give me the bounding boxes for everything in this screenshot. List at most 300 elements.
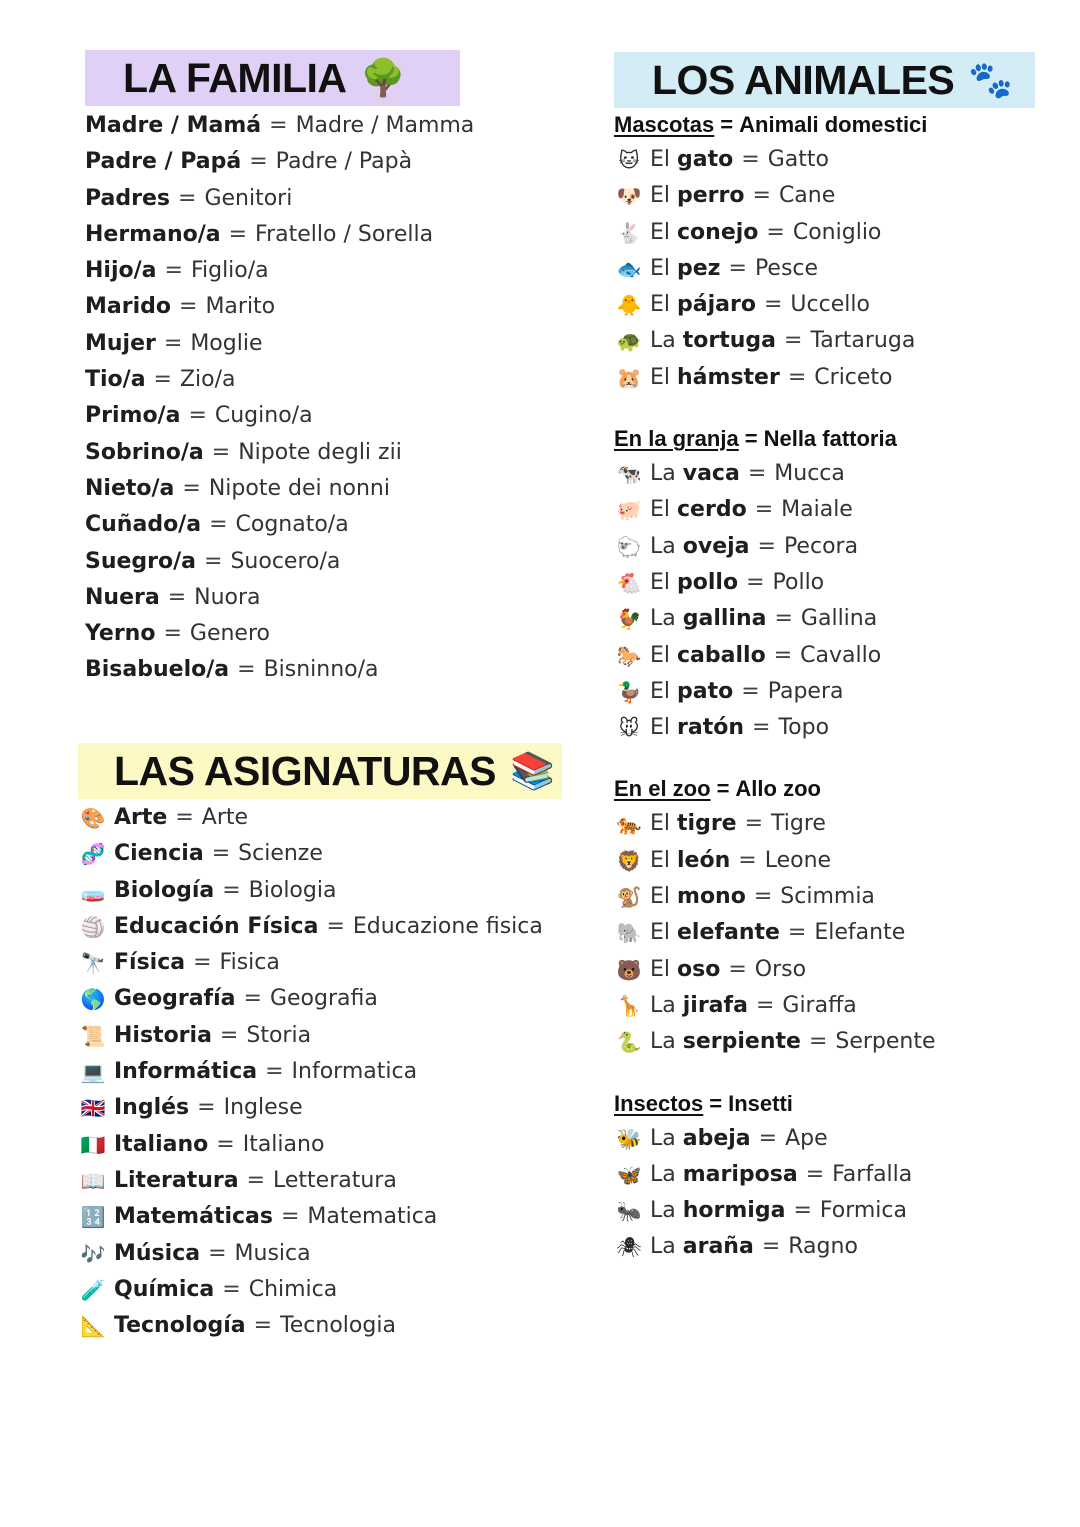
insectos-heading-it: Insetti [728,1090,793,1116]
asignatura-entry [78,945,562,981]
entry-translation: Inglese [223,1095,303,1121]
entry-icon: 🇬🇧 [80,1096,106,1121]
asignatura-entry [78,873,562,909]
animales-title: LOS ANIMALES [652,56,955,103]
entry-equals: = [787,364,807,390]
familia-entry [85,289,474,325]
entry-term: conejo [677,219,759,245]
entry-equals: = [211,439,231,465]
entry-article: El [650,147,671,172]
entry-term: Inglés [114,1095,190,1121]
entry-translation: Cugino/a [214,403,313,429]
entry-term: Física [114,950,186,976]
entry-equals: = [753,884,773,910]
entry-translation: Genitori [204,185,293,211]
entry-article: El [650,364,671,390]
entry-equals: = [265,1059,284,1085]
entry-term: oveja [682,533,750,559]
entry-icon: 🦁 [616,848,642,873]
entry-term: león [677,847,731,873]
entry-equals: = [253,1313,273,1339]
entry-translation: Arte [201,805,249,830]
entry-equals: = [228,221,248,247]
entry-term: pez [677,255,721,281]
entry-article: La [650,461,676,487]
asignatura-entry [78,1272,562,1308]
entry-equals: = [167,584,187,610]
entry-equals: = [246,1167,266,1193]
entry-article: El [650,884,671,910]
mascotas-group [614,108,1035,396]
entry-translation: Storia [246,1022,312,1048]
entry-term: Hijo/a [85,258,157,284]
entry-icon: 🐇 [616,220,642,245]
entry-term: Cuñado/a [85,512,202,538]
entry-equals: = [758,1125,778,1151]
entry-equals: = [249,149,268,175]
mascota-entry [614,323,1035,359]
entry-equals: = [752,715,771,741]
entry-icon: 🦒 [616,993,642,1018]
entry-term: Matemáticas [114,1204,273,1230]
entry-article: El [650,292,671,318]
asignatura-entry [78,981,562,1017]
insectos-heading [614,1087,1035,1121]
entry-term: Biología [114,877,215,903]
entry-icon: 🧪 [80,1277,106,1302]
entry-equals: = [773,642,793,668]
entry-equals: = [222,1276,241,1302]
entry-term: Educación Física [114,913,319,939]
entry-translation: Ape [785,1125,828,1151]
entry-translation: Formica [819,1198,907,1224]
entry-article: El [650,255,671,281]
entry-term: Bisabuelo/a [85,657,230,683]
entry-icon: 🐅 [616,812,642,837]
entry-translation: Scienze [238,841,323,867]
mascota-entry [614,178,1035,214]
entry-term: Historia [114,1022,212,1048]
entry-equals: = [188,403,207,429]
entry-term: araña [682,1234,754,1260]
entry-translation: Zio/a [179,367,236,393]
familia-entry [85,544,474,580]
familia-entry [85,580,474,616]
animales-section [614,52,1035,1266]
entry-translation: Musica [234,1240,311,1266]
entry-article: El [650,678,671,704]
entry-icon: 🐒 [616,885,642,910]
insectos-list [614,1121,1035,1266]
familia-banner [85,50,460,106]
entry-term: hormiga [682,1198,786,1224]
entry-translation: Papera [767,678,844,704]
entry-term: Tecnología [114,1313,246,1339]
entry-icon: 📜 [80,1023,106,1048]
entry-equals: = [197,1095,216,1121]
insecto-entry [614,1193,1035,1229]
entry-translation: Ragno [788,1234,858,1260]
entry-equals: = [163,621,182,647]
entry-icon: 🎶 [80,1241,106,1266]
familia-entry [85,616,474,652]
familia-entry [85,326,474,362]
familia-section [85,50,474,689]
zoo-entry [614,988,1035,1024]
insecto-entry [614,1157,1035,1193]
entry-term: gallina [682,606,767,632]
entry-translation: Uccello [790,292,870,318]
entry-equals: = [738,847,757,873]
mascota-entry [614,215,1035,251]
granja-entry [614,529,1035,565]
entry-term: perro [677,183,745,209]
entry-article: La [650,1234,676,1260]
familia-entry [85,217,474,253]
granja-group [614,422,1035,746]
entry-term: tigre [677,811,737,837]
mascota-entry [614,360,1035,396]
insecto-entry [614,1229,1035,1265]
entry-equals: = [209,512,228,538]
familia-entry [85,253,474,289]
entry-translation: Maiale [781,497,853,523]
entry-icon: 🐶 [616,184,642,209]
entry-translation: Nipote dei nonni [208,475,390,501]
entry-translation: Gatto [767,147,829,172]
entry-term: Química [114,1276,215,1302]
entry-equals: = [153,367,172,393]
entry-translation: Geografia [269,986,378,1012]
familia-entry [85,652,474,688]
entry-icon: 🐜 [616,1199,642,1224]
entry-translation: Chimica [248,1276,338,1302]
entry-equals: = [269,113,288,138]
asignatura-entry [78,1054,562,1090]
entry-equals: = [193,950,212,976]
asignatura-entry [78,1018,562,1054]
entry-equals: = [175,805,194,830]
entry-translation: Serpente [835,1029,936,1055]
entry-equals: = [744,811,764,837]
entry-term: Padre / Papá [85,149,242,175]
entry-translation: Moglie [190,330,263,356]
granja-entry [614,638,1035,674]
entry-translation: Criceto [814,364,893,390]
granja-entry [614,492,1035,528]
entry-translation: Cavallo [800,642,882,668]
entry-article: La [650,1198,676,1224]
asignaturas-title: LAS ASIGNATURAS [114,747,496,794]
zoo-entry [614,915,1035,951]
entry-translation: Fisica [219,950,280,976]
mascota-entry [614,287,1035,323]
entry-equals: = [219,1022,239,1048]
entry-term: cerdo [677,497,747,523]
entry-article: La [650,606,676,632]
entry-term: Mujer [85,330,156,356]
entry-equals: = [728,956,747,982]
granja-entry [614,456,1035,492]
entry-equals: = [326,913,345,939]
entry-equals: = [761,1234,781,1260]
entry-icon: 🐢 [616,329,642,354]
entry-article: La [650,533,676,559]
asignatura-entry [78,1236,562,1272]
entry-term: Geografía [114,986,236,1012]
entry-icon: 🐔 [616,570,642,595]
entry-icon: 🐎 [616,643,642,668]
asignatura-entry [78,1090,562,1126]
zoo-heading [614,772,1035,806]
entry-equals: = [211,841,231,867]
entry-article: La [650,1029,676,1055]
entry-term: gato [677,147,734,172]
entry-equals: = [216,1131,235,1157]
entry-translation: Informatica [291,1059,418,1085]
familia-entry [85,435,474,471]
entry-icon: 🐭 [618,716,640,741]
entry-term: Nuera [85,584,160,610]
entry-translation: Cane [778,183,836,209]
entry-translation: Marito [205,294,276,320]
zoo-group [614,772,1035,1060]
entry-term: jirafa [682,992,748,1018]
entry-equals: = [757,533,776,559]
entry-equals: = [747,461,767,487]
entry-icon: 🧬 [80,842,106,867]
entry-article: El [650,920,671,946]
entry-term: Informática [114,1059,258,1085]
entry-translation: Pesce [754,255,819,281]
entry-term: Italiano [114,1131,209,1157]
entry-icon: 🐄 [616,462,642,487]
entry-icon: 🐝 [616,1126,642,1151]
familia-entry [85,471,474,507]
entry-term: Ciencia [114,841,204,867]
entry-equals: = [763,292,783,318]
entry-translation: Farfalla [832,1161,913,1187]
entry-article: La [650,992,676,1018]
entry-icon: 📐 [80,1314,106,1339]
familia-entry [85,362,474,398]
entry-equals: = [182,475,201,501]
entry-translation: Pollo [772,569,825,595]
entry-translation: Padre / Papà [275,149,413,175]
zoo-entry [614,1024,1035,1060]
entry-translation: Scimmia [780,884,875,910]
familia-entry [85,108,474,144]
granja-entry [614,601,1035,637]
entry-term: mono [677,884,746,910]
entry-term: hámster [677,364,780,390]
entry-term: Madre / Mamá [85,113,262,138]
entry-translation: Pecora [783,533,859,559]
familia-entry [85,144,474,180]
granja-heading-es: En la granja [614,426,739,452]
entry-term: Tio/a [85,367,146,393]
entry-translation: Mucca [774,461,845,487]
entry-icon: 🐘 [616,921,642,946]
entry-term: abeja [682,1125,751,1151]
mascotas-heading-equals: = [720,112,734,137]
zoo-heading-it: Allo zoo [735,776,821,802]
entry-term: elefante [677,920,780,946]
zoo-entry [614,806,1035,842]
entry-article: El [650,847,671,873]
entry-icon: 🦋 [616,1162,642,1187]
entry-translation: Nipote degli zii [238,439,402,465]
entry-term: Padres [85,185,170,211]
granja-heading-equals: = [744,426,758,452]
entry-term: Sobrino/a [85,439,204,465]
mascota-entry [614,142,1035,178]
asignatura-entry [78,836,562,872]
entry-article: El [650,642,671,668]
asignaturas-banner [78,743,562,799]
entry-equals: = [280,1204,300,1230]
entry-article: El [650,183,671,209]
entry-translation: Biologia [248,877,337,903]
entry-article: La [650,328,676,354]
entry-translation: Orso [754,956,807,982]
entry-term: serpiente [682,1029,801,1055]
entry-article: La [650,1125,676,1151]
insectos-heading-equals: = [709,1090,723,1116]
entry-term: mariposa [682,1161,798,1187]
zoo-entry [614,879,1035,915]
entry-icon: 🔢 [80,1205,106,1230]
entry-icon: 🇮🇹 [80,1132,106,1157]
entry-translation: Bisninno/a [263,657,379,683]
entry-translation: Cognato/a [235,512,349,538]
entry-icon: 🦆 [616,679,642,704]
granja-list [614,456,1035,746]
familia-entry [85,507,474,543]
mascotas-heading [614,108,1035,142]
zoo-entry [614,952,1035,988]
entry-equals: = [784,328,803,354]
entry-equals: = [728,255,747,281]
entry-term: caballo [677,642,766,668]
entry-term: Suegro/a [85,548,197,574]
entry-article: El [650,811,671,837]
entry-icon: 📖 [80,1168,106,1193]
entry-equals: = [179,294,198,320]
entry-icon: 🐹 [616,365,642,390]
asignaturas-section [78,743,562,1344]
entry-term: Yerno [85,621,156,647]
entry-term: pollo [677,569,739,595]
entry-translation: Educazione fisica [352,913,543,939]
entry-equals: = [746,569,765,595]
insectos-group [614,1087,1035,1266]
entry-article: El [650,715,671,741]
entry-icon: 🐖 [616,498,642,523]
entry-translation: Tecnologia [280,1313,396,1339]
entry-icon: 🐑 [616,534,642,559]
entry-translation: Letteratura [273,1167,397,1193]
familia-entry [85,181,474,217]
asignatura-entry [78,909,562,945]
entry-term: pato [677,678,734,704]
entry-translation: Leone [764,847,832,873]
asignatura-entry [78,1127,562,1163]
entry-equals: = [204,548,223,574]
entry-translation: Fratello / Sorella [255,221,434,247]
entry-translation: Nuora [194,584,261,610]
entry-equals: = [741,147,760,172]
zoo-heading-es: En el zoo [614,776,711,802]
insectos-heading-es: Insectos [614,1090,704,1116]
entry-icon: 🐓 [616,607,642,632]
entry-icon: 🐻 [616,957,642,982]
asignatura-entry [78,1163,562,1199]
tree-icon: 🌳 [360,57,405,98]
entry-translation: Italiano [242,1131,325,1157]
entry-icon: 🐍 [616,1030,642,1055]
entry-translation: Genero [189,621,270,647]
entry-icon: 💻 [80,1060,106,1085]
entry-translation: Gallina [800,606,878,632]
entry-icon: 🏐 [80,914,106,939]
asignatura-entry [78,1199,562,1235]
entry-equals: = [208,1240,227,1266]
mascotas-heading-es: Mascotas [614,112,715,137]
entry-equals: = [163,330,183,356]
entry-icon: 🕷 [616,1235,642,1260]
insecto-entry [614,1121,1035,1157]
entry-term: Marido [85,294,171,320]
entry-article: El [650,497,671,523]
entry-translation: Madre / Mamma [295,113,475,138]
entry-term: Hermano/a [85,221,221,247]
entry-article: El [650,956,671,982]
mascotas-heading-it: Animali domestici [739,112,928,137]
entry-translation: Matematica [307,1204,438,1230]
granja-entry [614,565,1035,601]
entry-equals: = [787,920,807,946]
entry-icon: 🐱 [618,148,640,172]
entry-equals: = [164,258,183,284]
entry-term: Arte [114,805,168,830]
entry-translation: Suocero/a [230,548,341,574]
entry-term: oso [677,956,721,982]
entry-translation: Topo [778,715,830,741]
entry-translation: Tigre [771,811,826,837]
zoo-list [614,806,1035,1060]
granja-heading-it: Nella fattoria [763,426,897,452]
entry-term: pájaro [677,292,756,318]
entry-icon: 🐟 [616,256,642,281]
entry-equals: = [805,1161,825,1187]
entry-icon: 🎨 [80,806,106,830]
entry-translation: Tartaruga [810,328,916,354]
entry-translation: Coniglio [792,219,882,245]
zoo-heading-equals: = [716,776,730,802]
zoo-entry [614,843,1035,879]
paw-prints-icon: 🐾 [968,59,1013,100]
entry-icon: 🔭 [80,951,106,976]
entry-term: Nieto/a [85,475,175,501]
books-icon: 📚 [510,750,555,791]
mascota-entry [614,251,1035,287]
entry-term: Primo/a [85,403,181,429]
entry-article: La [650,1161,676,1187]
granja-entry [614,710,1035,746]
entry-equals: = [766,219,785,245]
entry-equals: = [793,1198,812,1224]
